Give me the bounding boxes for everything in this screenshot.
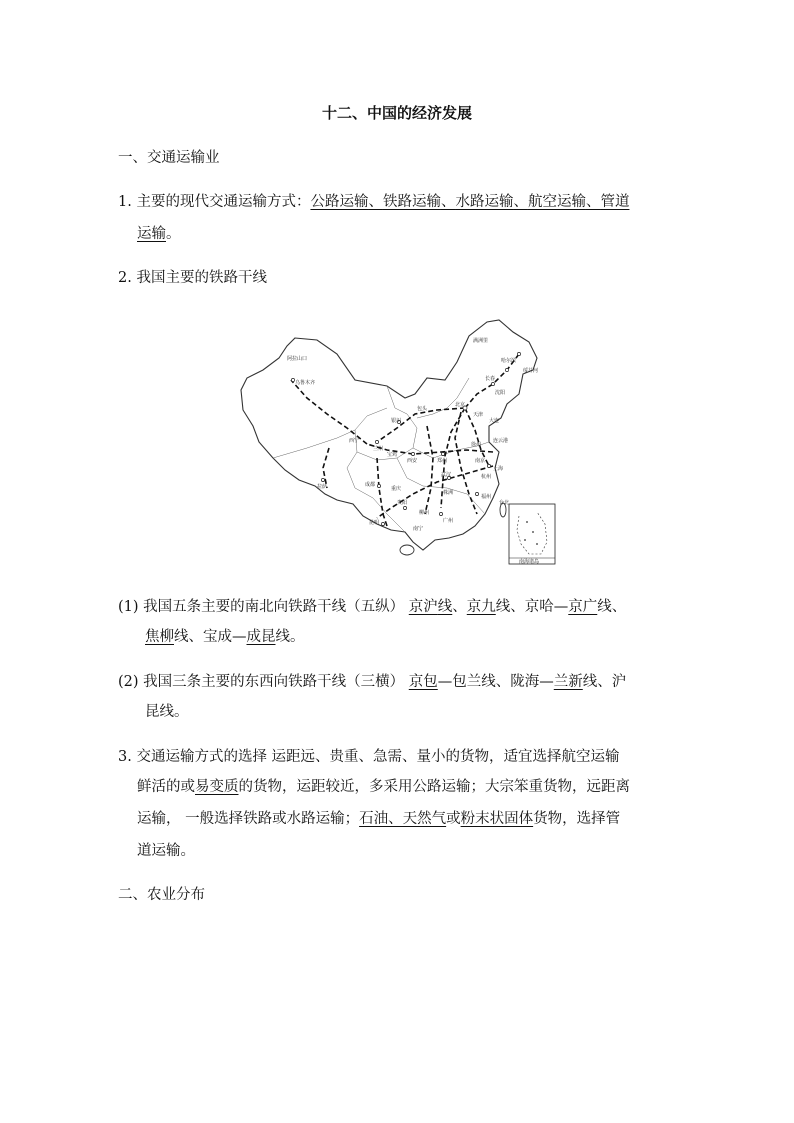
map-label: 大连: [489, 418, 500, 424]
sub-text: 我国三条主要的东西向铁路干线（三横）: [143, 674, 405, 690]
china-outline: [241, 320, 537, 550]
item-number: 2.: [118, 270, 132, 286]
map-label: 昆明: [369, 520, 380, 526]
separator: 、: [513, 194, 528, 210]
item-3-line-1: [118, 747, 620, 767]
answer: 焦柳: [145, 629, 174, 645]
map-label: 哈尔滨: [501, 358, 517, 364]
map-label: 上海: [493, 466, 504, 472]
rail-jiaoliu: [425, 426, 433, 514]
item-1-line-2: [137, 224, 181, 244]
answer-rail: 铁路运输: [382, 194, 441, 210]
sub-number: (1): [118, 599, 139, 615]
text: 线、: [597, 599, 627, 615]
hainan-island: [400, 545, 414, 555]
item-text: 主要的现代交通运输方式：: [136, 194, 311, 210]
text: 线、宝成—: [174, 629, 247, 645]
sub-number: (2): [118, 674, 139, 690]
map-label: 重庆: [391, 486, 402, 492]
map-label: 武汉: [441, 472, 452, 478]
map-label: 西宁: [349, 438, 360, 444]
sub-item-2-line-2: 昆线。: [145, 704, 189, 720]
page-title: 十二、中国的经济发展: [321, 104, 472, 122]
rail-qingzang: [323, 448, 329, 488]
map-label: 福州: [481, 494, 492, 500]
map-label: 沈阳: [495, 390, 506, 396]
answer-suffix: 线: [437, 599, 453, 615]
map-label: 株洲: [443, 490, 454, 496]
map-label: 西安: [407, 458, 418, 464]
map-label: 阿拉山口: [287, 356, 308, 362]
sub-text: 我国五条主要的南北向铁路干线（五纵）: [143, 599, 405, 615]
south-china-sea-inset: [509, 504, 555, 565]
map-label: 徐州: [471, 442, 482, 448]
map-label: 南京: [475, 458, 486, 464]
answer-air: 航空运输: [527, 194, 586, 210]
map-label: 兰州: [373, 446, 384, 452]
text: —包兰线、陇海—: [437, 674, 554, 690]
map-label: 满洲里: [473, 338, 489, 344]
rail-jingbao-baolan: [377, 408, 465, 442]
map-label: 包头: [417, 406, 428, 412]
text: 运输， 一般选择铁路或水路运输；: [137, 811, 360, 827]
sub-item-2-line-1: [118, 672, 626, 692]
text: 线、沪: [582, 674, 627, 690]
item-number: 1.: [118, 194, 132, 210]
item-2: [118, 268, 267, 288]
map-labels: [287, 337, 538, 532]
answer-water: 水路运输: [455, 194, 514, 210]
map-label: 绥芬河: [523, 368, 539, 374]
answer: 粉末状固体: [460, 811, 534, 827]
map-label: 拉萨: [317, 484, 328, 490]
answer: 石油、天然气: [359, 811, 447, 827]
answer-road: 公路运输: [310, 194, 369, 210]
railway-map: [237, 318, 567, 568]
inset-label: 南海诸岛: [519, 559, 540, 565]
section-heading-transport: 一、交通运输业: [118, 150, 220, 166]
answer: 京九: [466, 599, 496, 615]
separator: 、: [368, 194, 383, 210]
map-label: 郑州: [437, 458, 448, 464]
region-boundary: [397, 458, 485, 514]
map-label: 杭州: [481, 474, 492, 480]
item-3-line-3: [137, 809, 620, 829]
rail-jingjiu: [455, 412, 477, 514]
map-label: 天津: [473, 412, 484, 418]
sub-item-1-line-1: [118, 597, 626, 617]
item-text: 交通运输方式的选择 运距远、贵重、急需、量小的货物，适宜选择航空运输: [136, 749, 620, 765]
answer: 兰新: [553, 674, 583, 690]
separator: 、: [440, 194, 456, 210]
item-text: 我国主要的铁路干线: [136, 270, 267, 286]
map-label: 台北: [499, 500, 510, 506]
answer: 京包: [408, 674, 438, 690]
punctuation: 。: [166, 226, 181, 242]
answer: 京广: [568, 599, 598, 615]
rail-hukun: [377, 466, 493, 518]
region-boundary: [273, 430, 355, 458]
text: 或: [446, 811, 461, 827]
item-number: 3.: [118, 749, 132, 765]
answer: 成昆: [246, 629, 276, 645]
answer-pipe: 管道: [600, 194, 630, 210]
text: 、京哈—: [510, 599, 569, 615]
map-label: 宝鸡: [387, 452, 398, 458]
item-3-line-4: 道运输。: [137, 843, 195, 859]
map-label: 贵阳: [397, 500, 408, 506]
map-label: 北京: [455, 402, 466, 408]
text: 线: [495, 599, 511, 615]
map-label: 乌鲁木齐: [295, 380, 316, 386]
answer: 京沪: [408, 599, 438, 615]
answer-pipe-cont: 运输: [137, 226, 166, 242]
map-label: 成都: [365, 482, 376, 488]
map-label: 连云港: [493, 438, 509, 444]
text: 的货物，运距较近，多采用公路运输；大宗笨重货物，远距离: [238, 779, 630, 795]
map-label: 南宁: [413, 526, 424, 532]
text: 线。: [275, 629, 305, 645]
separator: 、: [585, 194, 601, 210]
item-3-line-2: [137, 777, 630, 797]
text: 货物，选择管: [533, 811, 621, 827]
answer: 易变质: [195, 779, 239, 795]
rail-baocheng-chengkun: [377, 458, 387, 526]
map-label: 长春: [485, 376, 496, 382]
map-label: 广州: [443, 518, 454, 524]
section-heading-agriculture: 二、农业分布: [118, 887, 205, 903]
separator: 、: [452, 599, 467, 615]
item-1-line-1: [118, 192, 629, 212]
sub-item-1-line-2: [145, 627, 305, 647]
map-label: 银川: [391, 418, 402, 424]
map-label: 柳州: [419, 510, 430, 516]
text: 鲜活的或: [137, 779, 195, 795]
